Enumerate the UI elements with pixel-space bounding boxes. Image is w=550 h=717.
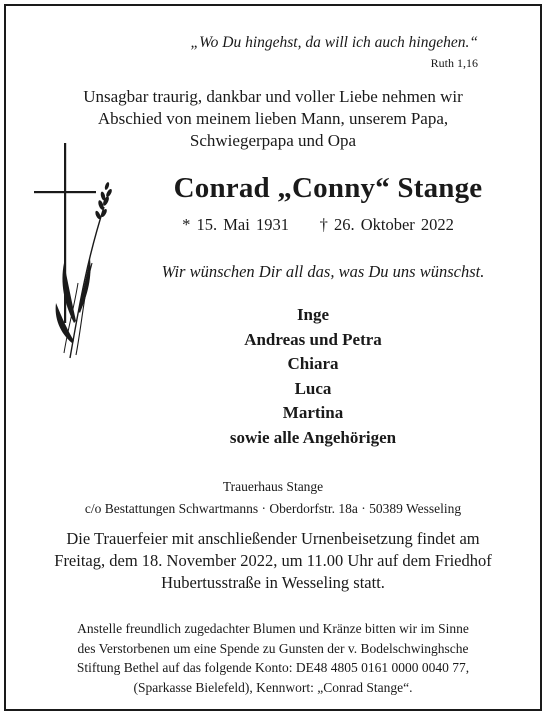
ceremony-line: Hubertusstraße in Wesseling statt. xyxy=(161,573,385,592)
ceremony-notice xyxy=(6,528,540,594)
mourner-name: sowie alle Angehörigen xyxy=(229,427,397,447)
intro-line: Schwiegerpapa und Opa xyxy=(189,131,357,150)
bible-quote: „Wo Du hingehst, da will ich auch hingehen.“ xyxy=(190,34,478,51)
wish-line: Wir wünschen Dir all das, was Du uns wünschst. xyxy=(161,262,485,281)
mourners-list xyxy=(86,303,540,450)
mourning-house-address: c/o Bestattungen Schwartmanns · Oberdorfstr. 18a · 50389 Wesseling xyxy=(84,501,462,516)
bible-quote-reference: Ruth 1,16 xyxy=(430,56,478,70)
ceremony-line: Die Trauerfeier mit anschließender Urnenbeisetzung findet am xyxy=(66,529,480,548)
obituary-card xyxy=(4,4,542,711)
donation-line: des Verstorbenen um eine Spende zu Gunsten der v. Bodelschwinghsche xyxy=(77,640,469,656)
ceremony-line: Freitag, dem 18. November 2022, um 11.00 Uhr auf dem Friedhof xyxy=(54,551,492,570)
intro-line: Unsagbar traurig, dankbar und voller Liebe nehmen wir xyxy=(83,87,463,106)
mourner-name: Andreas und Petra xyxy=(244,329,382,349)
donation-line: (Sparkasse Bielefeld), Kennwort: „Conrad Stange“. xyxy=(133,679,413,695)
mourner-name: Martina xyxy=(282,403,344,422)
mourning-house-title: Trauerhaus Stange xyxy=(222,479,324,494)
intro-line: Abschied von meinem lieben Mann, unserem Papa, xyxy=(97,109,449,128)
life-dates: * 15. Mai 1931 † 26. Oktober 2022 xyxy=(182,215,454,234)
donation-notice xyxy=(6,619,540,697)
mourner-name: Luca xyxy=(294,378,332,398)
mourner-name: Inge xyxy=(296,305,330,324)
donation-line: Stiftung Bethel auf das folgende Konto: DE48 4805 0161 0000 0040 77, xyxy=(76,660,470,676)
mourner-name: Chiara xyxy=(287,354,339,373)
deceased-name: Conrad „Conny“ Stange xyxy=(173,172,483,204)
mourning-house xyxy=(6,476,540,520)
donation-line: Anstelle freundlich zugedachter Blumen und Kränze bitten wir im Sinne xyxy=(77,621,469,636)
